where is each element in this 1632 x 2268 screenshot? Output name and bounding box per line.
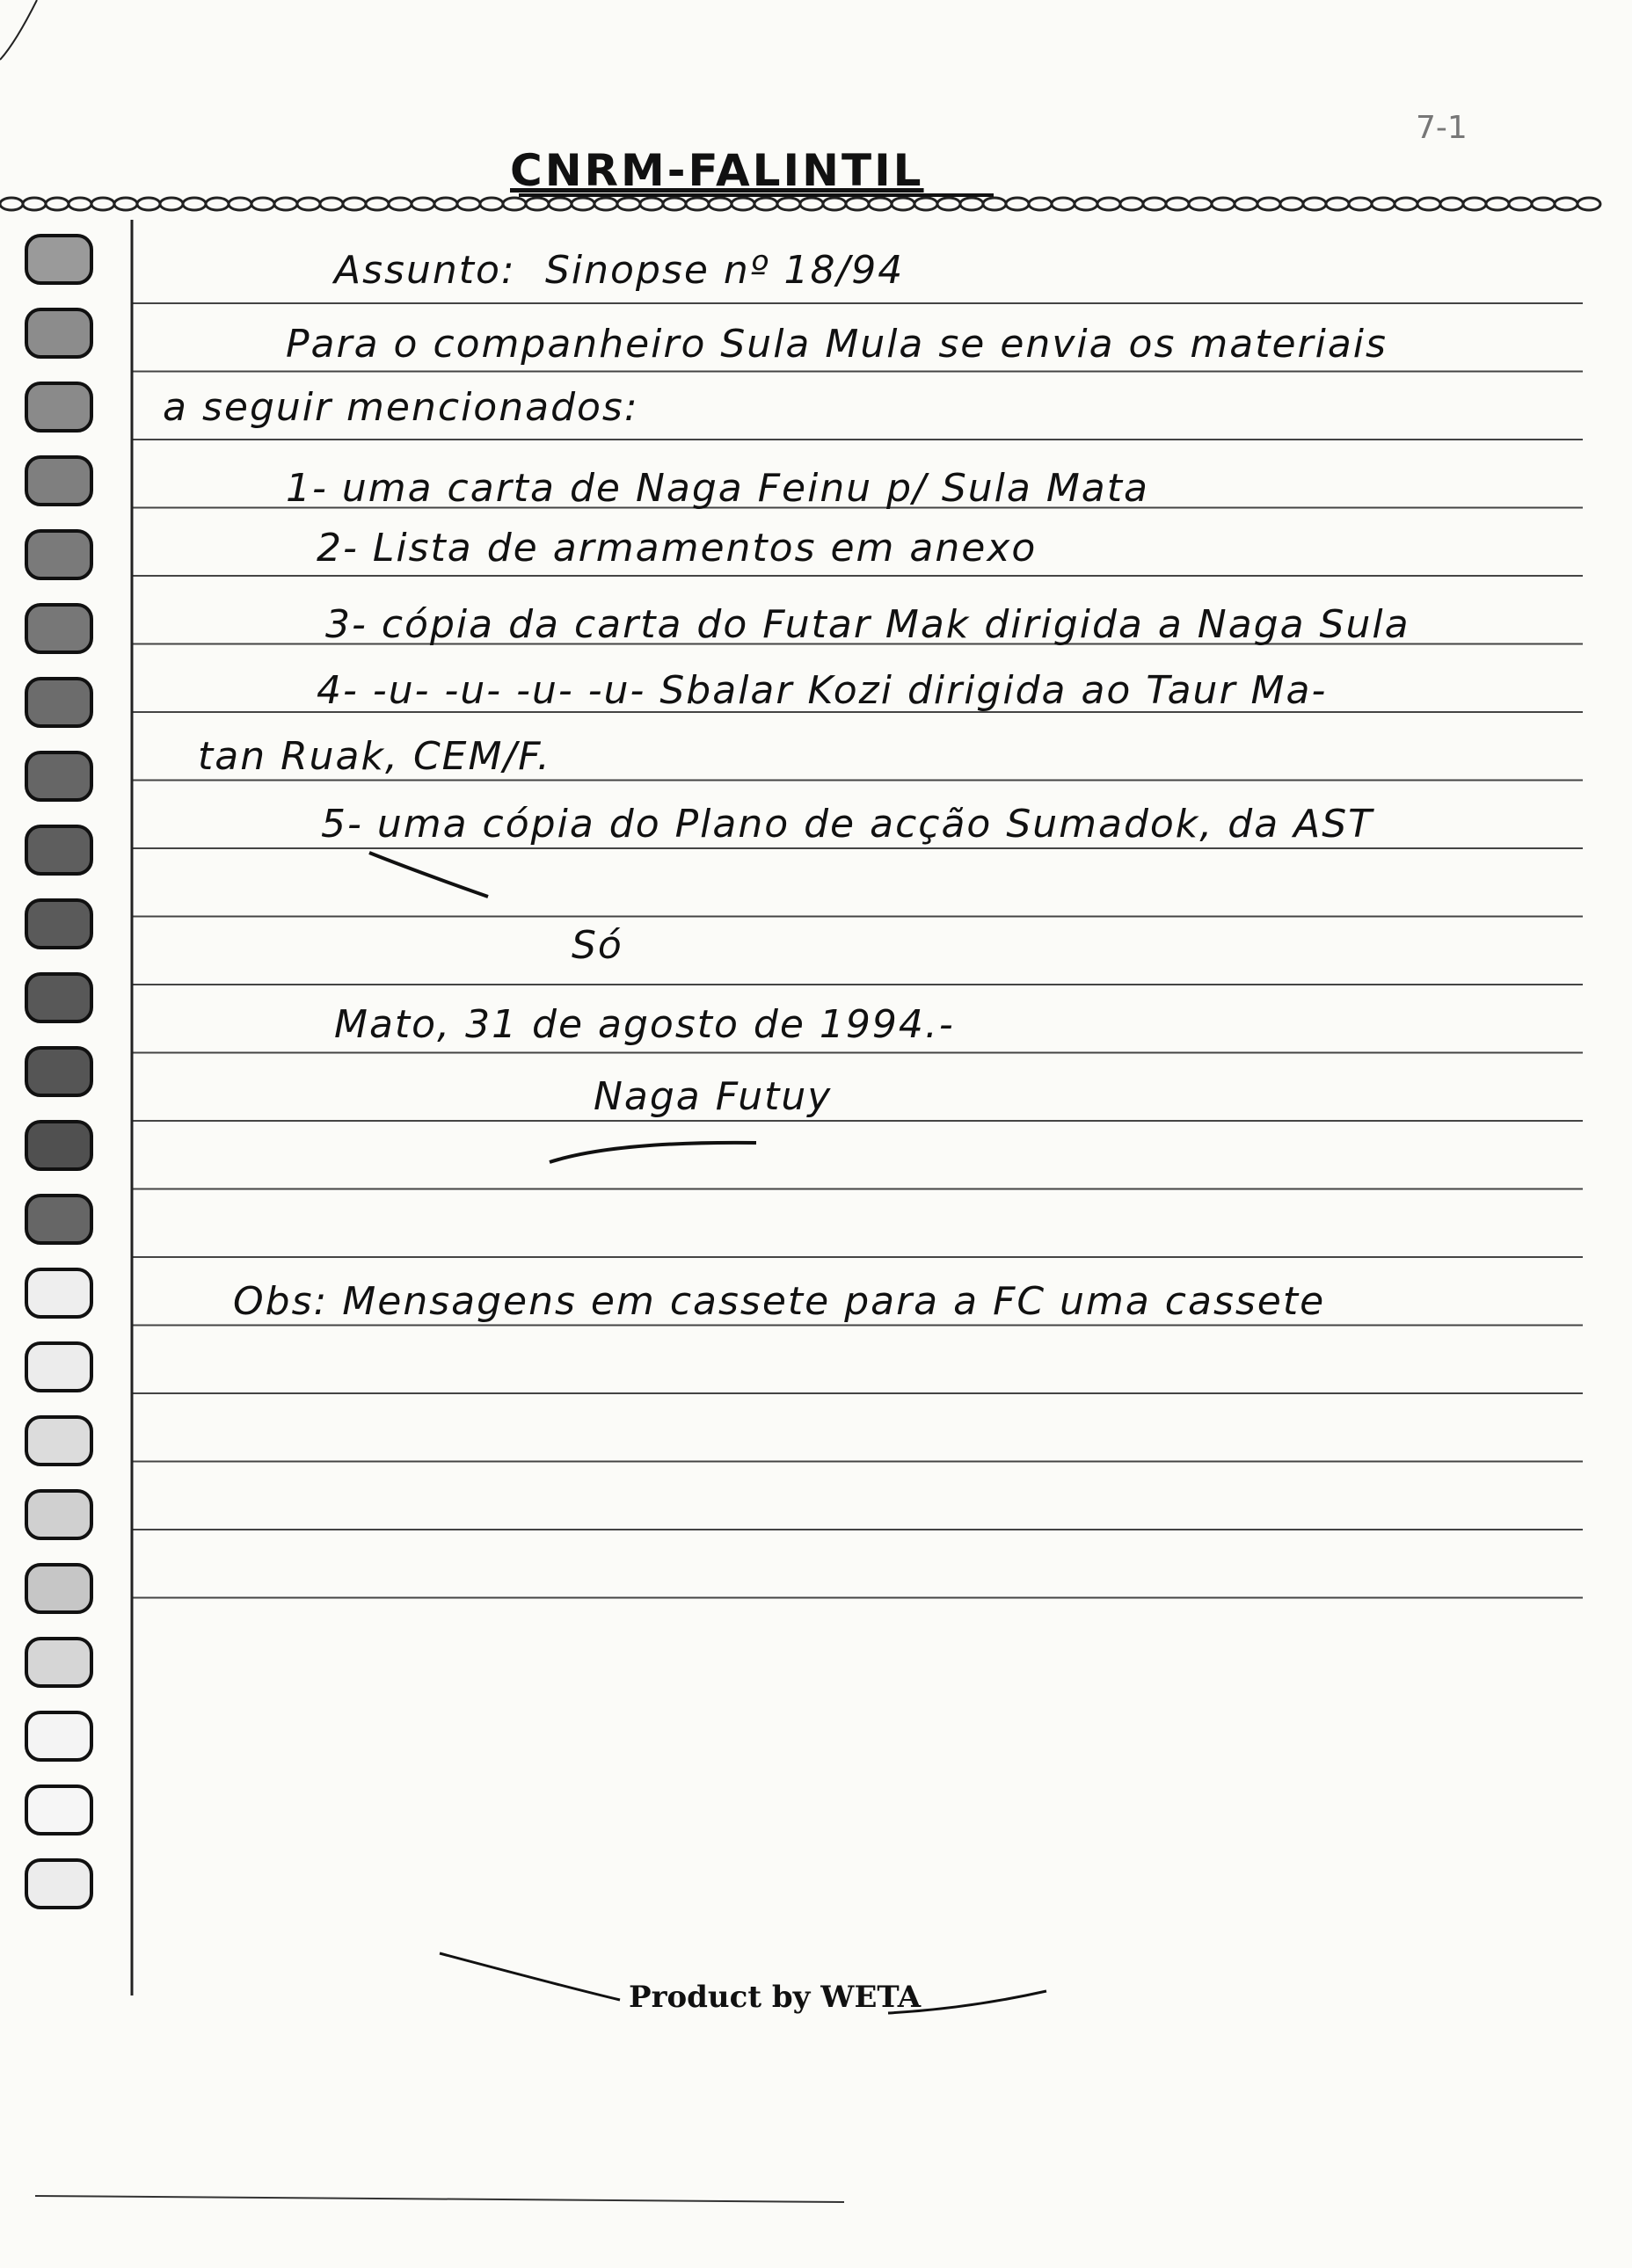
chain-link — [23, 198, 46, 210]
chain-link — [960, 198, 983, 210]
header-title: CNRM-FALINTIL — [510, 145, 924, 196]
chain-link — [1143, 198, 1166, 210]
chain-link — [389, 198, 412, 210]
chain-link — [1463, 198, 1486, 210]
chain-link — [983, 198, 1006, 210]
chain-link — [297, 198, 320, 210]
chain-link — [1303, 198, 1326, 210]
chain-link — [183, 198, 206, 210]
binding-hole — [26, 1417, 91, 1465]
binding-hole — [26, 1269, 91, 1317]
chain-link — [1052, 198, 1075, 210]
binding-hole — [26, 752, 91, 800]
subject-label: Assunto: — [334, 248, 516, 293]
chain-link — [937, 198, 960, 210]
item-2: 2- Lista de armamentos em anexo — [317, 526, 1038, 571]
item-1: 1- uma carta de Naga Feinu p/ Sula Mata — [286, 466, 1149, 511]
chain-link — [1120, 198, 1143, 210]
binding-hole — [26, 383, 91, 431]
chain-link — [1097, 198, 1120, 210]
chain-link — [0, 198, 23, 210]
chain-link — [732, 198, 754, 210]
chain-link — [914, 198, 937, 210]
binding-hole — [26, 236, 91, 283]
chain-link — [1257, 198, 1280, 210]
chain-link — [343, 198, 366, 210]
chain-link — [1417, 198, 1440, 210]
binding-hole — [26, 531, 91, 578]
page-number: 7-1 — [1416, 110, 1468, 146]
intro-continuation: a seguir mencionados: — [163, 385, 639, 430]
binding-hole — [26, 900, 91, 948]
intro-line: Para o companheiro Sula Mula se envia os materiais — [286, 322, 1388, 367]
binding-hole — [26, 1122, 91, 1169]
item-4-continuation: tan Ruak, CEM/F. — [198, 734, 551, 779]
signature: Naga Futuy — [594, 1074, 833, 1119]
chain-link — [251, 198, 274, 210]
chain-link — [69, 198, 91, 210]
chain-link — [1189, 198, 1212, 210]
binding-hole — [26, 1639, 91, 1686]
chain-link — [46, 198, 69, 210]
note: Obs: Mensagens em cassete para a FC uma cassete — [233, 1279, 1326, 1324]
chain-link — [1440, 198, 1463, 210]
chain-link — [229, 198, 251, 210]
chain-link — [1577, 198, 1600, 210]
bottom-edge-line — [35, 2196, 844, 2202]
chain-link — [617, 198, 640, 210]
footer-brand: Product by WETA — [629, 1980, 922, 2015]
chain-link — [457, 198, 480, 210]
chain-link — [1280, 198, 1303, 210]
chain-link — [1372, 198, 1395, 210]
chain-link — [1555, 198, 1577, 210]
chain-link — [663, 198, 686, 210]
corner-mark — [0, 0, 37, 60]
chain-link — [526, 198, 549, 210]
binding-hole — [26, 1343, 91, 1391]
chain-link — [823, 198, 846, 210]
chain-link — [594, 198, 617, 210]
chain-link — [1006, 198, 1029, 210]
binding-hole — [26, 974, 91, 1021]
chain-link — [1235, 198, 1257, 210]
binding-hole — [26, 679, 91, 726]
chain-link — [777, 198, 800, 210]
binding-hole — [26, 1712, 91, 1760]
chain-link — [206, 198, 229, 210]
chain-link — [1509, 198, 1532, 210]
chain-link — [1395, 198, 1417, 210]
chain-link — [754, 198, 777, 210]
signature-underline — [550, 1143, 756, 1162]
chain-link — [114, 198, 137, 210]
item-4: 4- -u- -u- -u- -u- Sbalar Kozi dirigida ao Taur Ma- — [317, 668, 1328, 713]
binding-hole — [26, 826, 91, 874]
binding-hole — [26, 1565, 91, 1612]
chain-link — [434, 198, 457, 210]
binding-holes — [26, 236, 91, 1908]
chain-link — [1486, 198, 1509, 210]
chain-link — [503, 198, 526, 210]
item-5: 5- uma cópia do Plano de acção Sumadok, da AST — [321, 802, 1374, 847]
chain-link — [686, 198, 709, 210]
chain-link — [892, 198, 914, 210]
chain-link — [160, 198, 183, 210]
subject-value: Sinopse nº 18/94 — [545, 248, 905, 293]
chain-link — [1349, 198, 1372, 210]
chain-link — [137, 198, 160, 210]
binding-hole — [26, 1786, 91, 1834]
place-date: Mato, 31 de agosto de 1994.- — [334, 1002, 955, 1047]
closing: Só — [572, 923, 623, 968]
closing-stroke — [369, 853, 488, 897]
header-chain-border — [0, 198, 1600, 210]
chain-link — [549, 198, 572, 210]
binding-hole — [26, 457, 91, 505]
chain-link — [846, 198, 869, 210]
chain-link — [640, 198, 663, 210]
chain-link — [1212, 198, 1235, 210]
binding-hole — [26, 605, 91, 652]
chain-link — [1029, 198, 1052, 210]
binding-hole — [26, 1860, 91, 1908]
chain-link — [274, 198, 297, 210]
item-3: 3- cópia da carta do Futar Mak dirigida a Naga Sula — [325, 602, 1410, 647]
chain-link — [366, 198, 389, 210]
chain-link — [1166, 198, 1189, 210]
chain-link — [1326, 198, 1349, 210]
chain-link — [480, 198, 503, 210]
chain-link — [869, 198, 892, 210]
chain-link — [412, 198, 434, 210]
binding-hole — [26, 1196, 91, 1243]
binding-hole — [26, 1048, 91, 1095]
chain-link — [800, 198, 823, 210]
chain-link — [1532, 198, 1555, 210]
binding-hole — [26, 1491, 91, 1538]
chain-link — [320, 198, 343, 210]
chain-link — [572, 198, 594, 210]
chain-link — [1075, 198, 1097, 210]
binding-hole — [26, 309, 91, 357]
chain-link — [91, 198, 114, 210]
chain-link — [709, 198, 732, 210]
